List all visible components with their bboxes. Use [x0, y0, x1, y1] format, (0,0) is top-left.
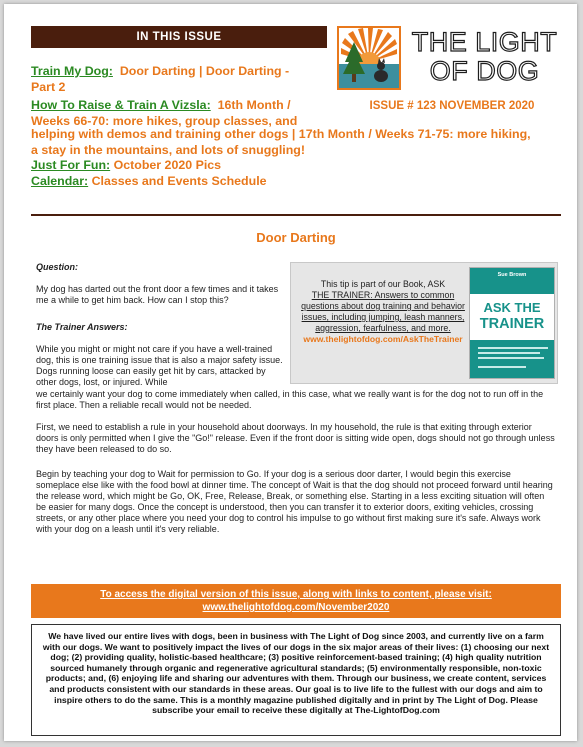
- logo: [337, 26, 562, 94]
- tip-url-link[interactable]: www.thelightofdog.com/AskTheTrainer: [303, 334, 463, 344]
- section-divider: [31, 214, 561, 216]
- toc-item-vizsla[interactable]: How To Raise & Train A Vizsla: 16th Month / Weeks 66-70: more hikes, group classes, and: [31, 98, 298, 128]
- question-label: Question:: [36, 262, 78, 272]
- digital-access-banner[interactable]: To access the digital version of this issue, along with links to content, please visit: www.thelightofdog.com/November2020: [31, 584, 561, 618]
- article-title: Door Darting: [256, 230, 336, 245]
- issue-number: ISSUE # 123 NOVEMBER 2020: [369, 100, 535, 112]
- book-cover[interactable]: [469, 267, 555, 379]
- book-author: Sue Brown: [497, 272, 527, 278]
- toc-item-calendar[interactable]: Calendar: Classes and Events Schedule: [31, 173, 267, 188]
- answer-paragraph-2: First, we need to establish a rule in your household about doorways. In my household, the rule is that exiting through exterior doors is only permitted when I give the "Go!" release. Even if the front door is sitting wide open, dogs should not go through unless they have been released to do so.: [36, 422, 555, 454]
- answer-paragraph-1-end: we certainly want your dog to come immediately when called, in this case, what we really want is for the dog not to run off in the first place. Then a reliable recall would not be needed.: [36, 389, 544, 410]
- answer-paragraph-3: Begin by teaching your dog to Wait for permission to Go. If your dog is a serious door darter, I would begin this exercise someplace else like with the food bowl at dinner time. The concept of Wait is that the dog should not proceed forward until hearing the release word, which might be Go, OK, Free, Release, Break, or something else. Starting in a less exciting situation will often be easier for many dogs. Once the concept is understood, then you can transfer it to exterior doors, exiting vehicles, crossing streets, or any other place where you need your dog to control his impulse to go without first making sure it's safe. Always work with your dog on a leash until it's very reliable.: [36, 469, 553, 534]
- book-tip-box: [290, 262, 558, 384]
- book-title-line2: TRAINER: [479, 316, 545, 332]
- newsletter-page: [4, 4, 577, 741]
- answers-label: The Trainer Answers:: [36, 322, 128, 332]
- tip-text: This tip is part of our Book, ASK THE TRAINER: Answers to common questions about dog training and behavior issues, including jumping, leash manners, aggression, fearfulness, and more. www.thelightofdog.com/AskTheTrainer: [297, 279, 469, 345]
- in-this-issue-header: IN THIS ISSUE: [31, 26, 327, 48]
- answer-paragraph-1-start: While you might or might not care if you have a well-trained dog, this is one training issue that is also a major safety issue. Dogs running loose can easily get hit by cars, attacked by other dogs, lost, or injured. While: [36, 344, 283, 387]
- sunrise-tree-dog-icon: [337, 26, 401, 90]
- toc-item-train-my-dog[interactable]: Train My Dog: Door Darting | Door Darting - Part 2: [31, 64, 290, 94]
- book-title-line1: ASK THE: [483, 300, 541, 315]
- toc-item-just-for-fun[interactable]: Just For Fun: October 2020 Pics: [31, 158, 222, 172]
- logo-title: THE LIGHT OF DOG: [411, 27, 558, 86]
- question-text: My dog has darted out the front door a few times and it takes me a while to get him back. How can I stop this?: [36, 284, 279, 305]
- toc-item-vizsla-continued: helping with demos and training other dogs | 17th Month / Weeks 71-75: more hiking, a stay in the mountains, and lots of snuggling! Just For Fun: October 2020 Pics Calendar: Classes and Events Schedule: [31, 127, 556, 189]
- mission-statement: We have lived our entire lives with dogs, been in business with The Light of Dog since 2003, and currently live on a farm with our dogs. We want to positively impact the lives of our dogs in the six major areas of their lives: (1) choosing our next dog; (2) providing quality, holistic-based healthcare; (3) positive reinforcement-based training; (4) high quality nutrition sourced humanely through organic and regenerative agricultural standards; (5) environmentally responsible, non-toxic products; and, (6) enjoying life and sharing our adventures with them. Through our business, we create content, services and products consistent with our standards in these areas. Our goal is to live life to the fullest with our dogs and aim to inspire others to do the same. This is a monthly magazine published digitally and in print by The Light of Dog. Please subscribe your email to receive these digitally at The-LightofDog.com: [31, 624, 561, 736]
